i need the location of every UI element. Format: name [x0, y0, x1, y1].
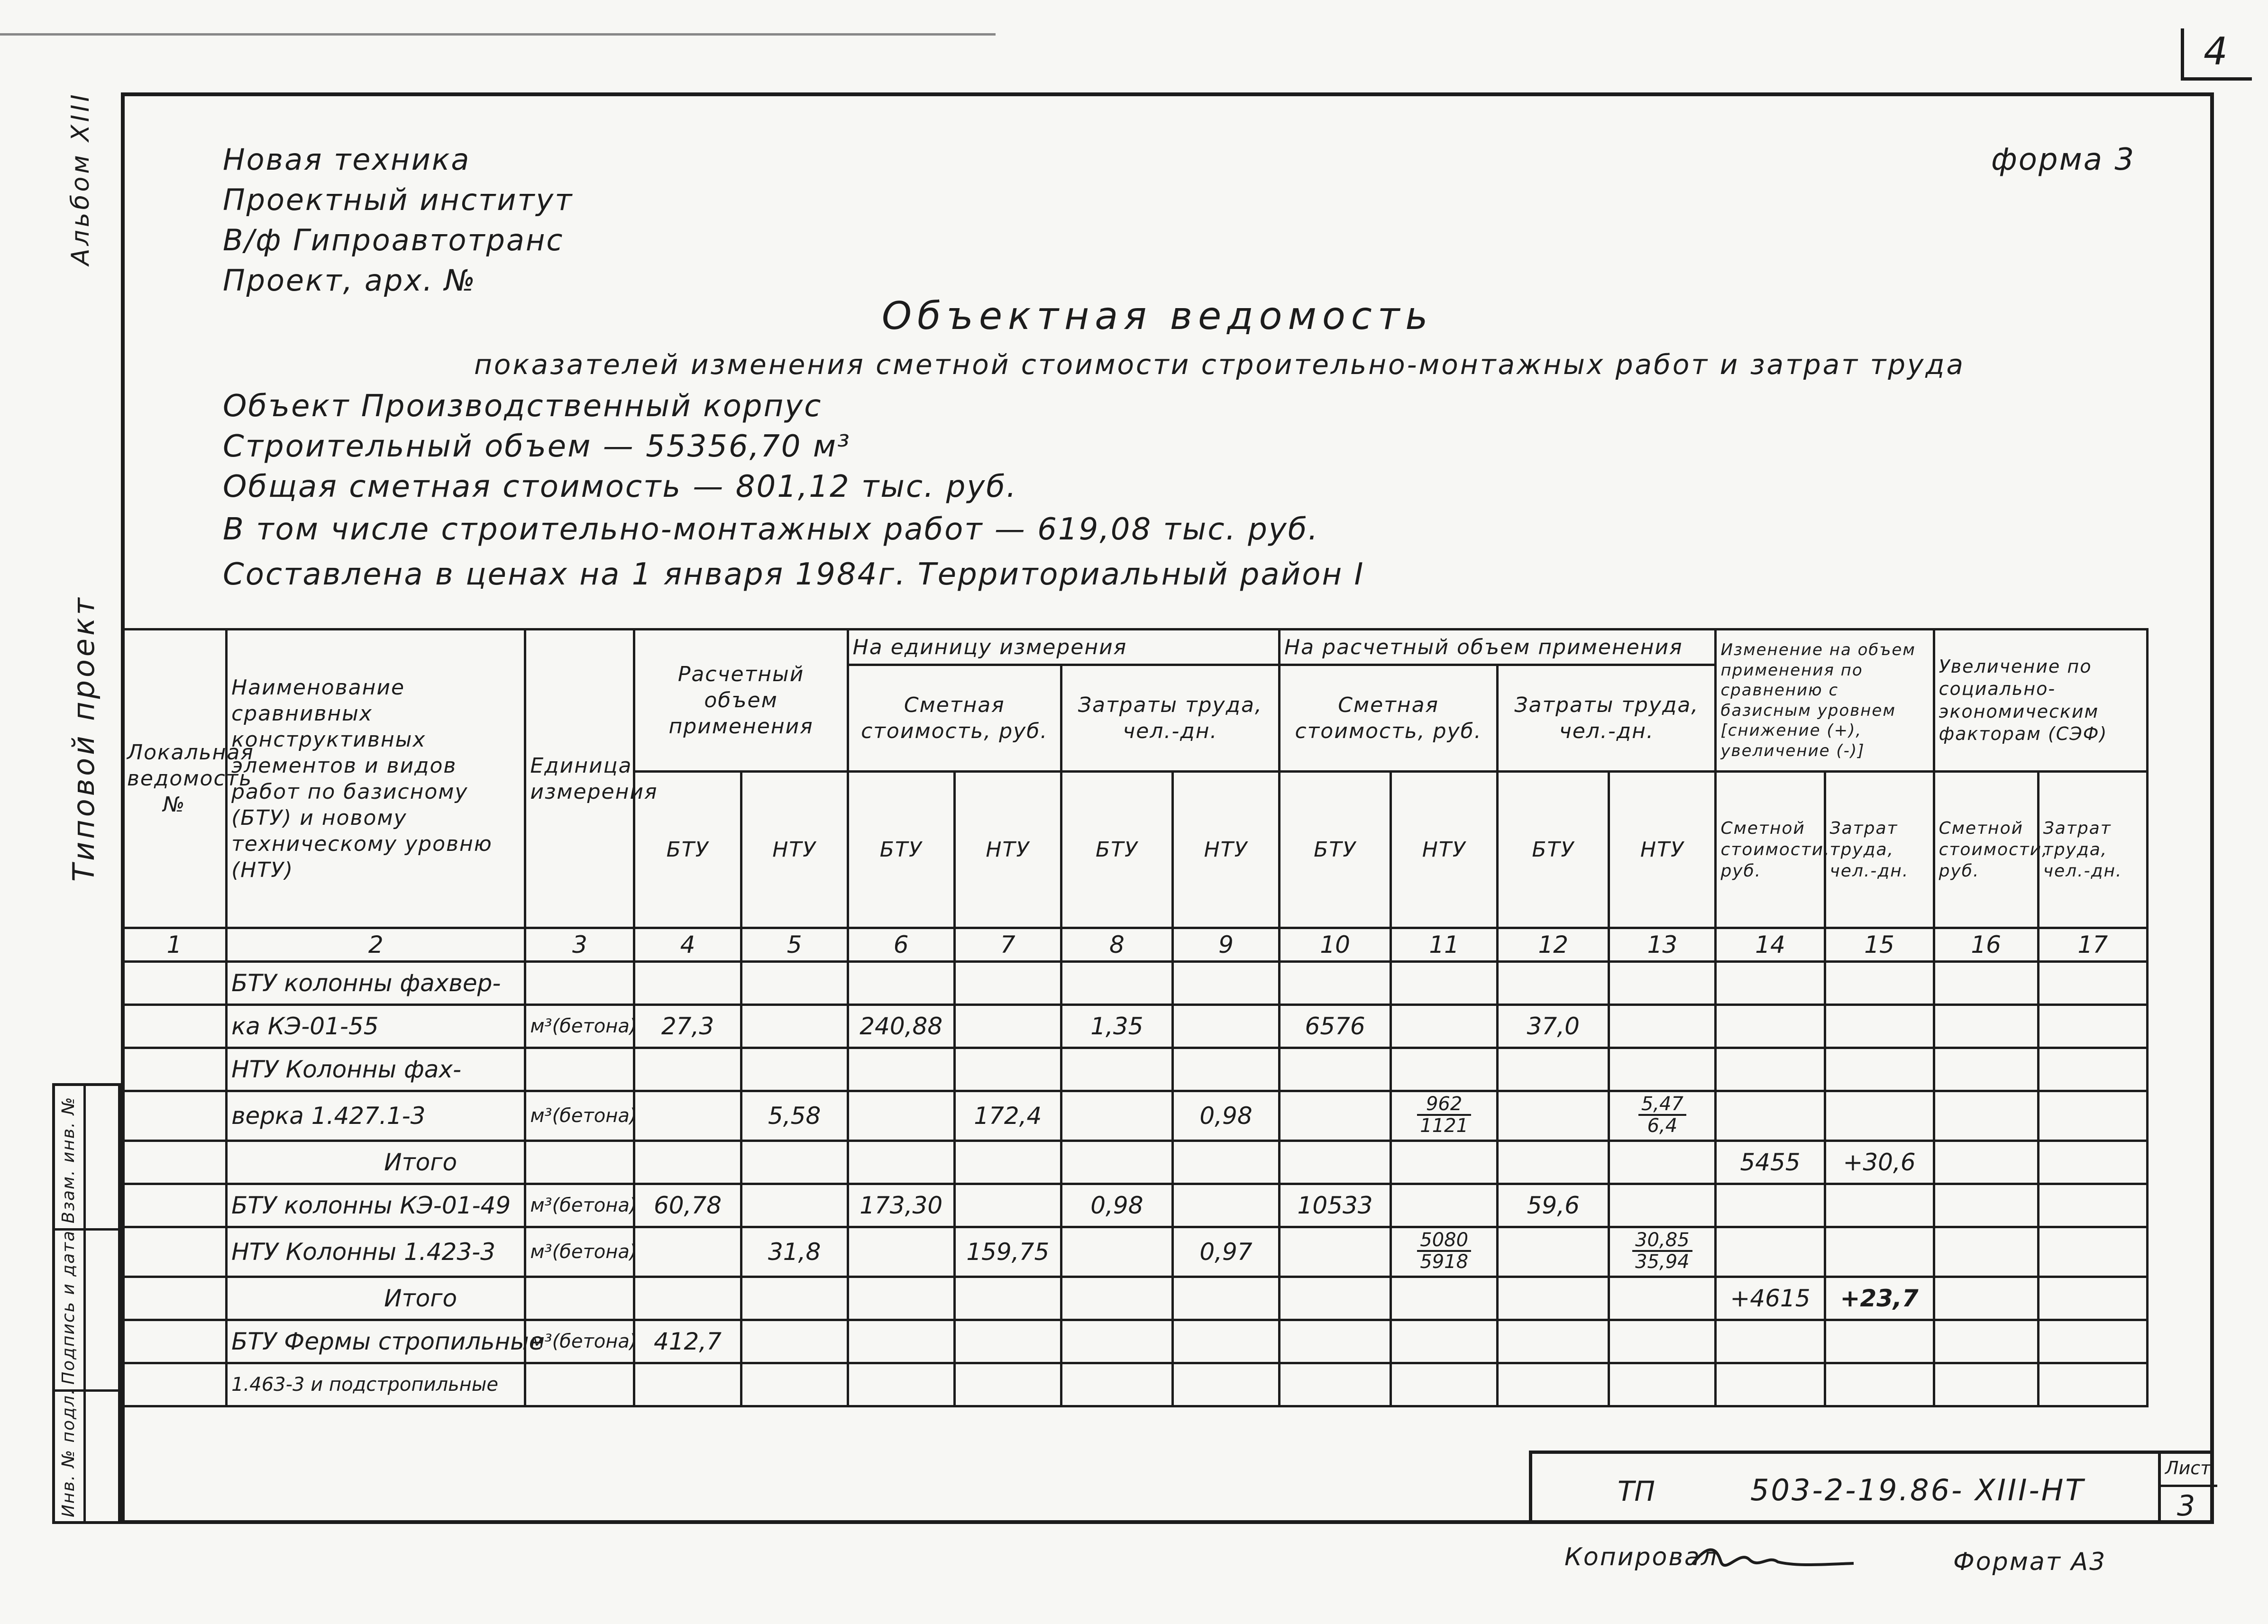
hdr-calc-volume: Расчетный объем применения: [634, 630, 848, 772]
org-line-4: Проект, арх. №: [223, 263, 476, 298]
col-number: 13: [1609, 928, 1716, 962]
fraction: $\frac{5,47}{6,4}$: [1638, 1094, 1686, 1136]
row-name: НТУ Колонны фах-: [227, 1048, 525, 1091]
table-row: [122, 1048, 2148, 1091]
row-unit: м³(бетона): [525, 1005, 634, 1048]
hdr-change-cost: Сметной стоимости, руб.: [1716, 772, 1825, 928]
cell-change-labor: +30,6: [1825, 1141, 1934, 1184]
smr-cost-line: В том числе строительно-монтажных работ — 619,08 тыс. руб.: [223, 512, 1319, 547]
title-stamp: [1529, 1451, 2214, 1524]
hdr-unit: Единица измерения: [525, 630, 634, 928]
row-name: НТУ Колонны 1.423-3: [227, 1227, 525, 1277]
format-label: Формат А3: [1953, 1548, 2107, 1576]
hdr-element-name: Наименование сравнивных конструктивных элементов и видов работ по базисному (БТУ) и новому техническому уровню (НТУ): [227, 630, 525, 928]
strip-label-orig: Инв. № подл.: [59, 1388, 78, 1517]
org-line-1: Новая техника: [223, 142, 471, 177]
hdr-local-statement: Локальная ведомость №: [122, 630, 227, 928]
hdr-volume-cost: Сметная стоимость, руб.: [1280, 665, 1498, 772]
org-line-3: В/ф Гипроавтотранс: [223, 223, 564, 257]
col-number: 8: [1061, 928, 1172, 962]
row-name: БТУ колонны фахвер-: [227, 962, 525, 1005]
table-row: [122, 1141, 2148, 1184]
document-subtitle: показателей изменения сметной стоимости строительно-монтажных работ и затрат труда: [474, 348, 1966, 381]
row-name: БТУ колонны КЭ-01-49: [227, 1184, 525, 1227]
hdr-social: Увеличение по социально-экономическим факторам (СЭФ): [1934, 630, 2147, 772]
cell-change-cost: +4615: [1716, 1277, 1825, 1320]
table-row: [122, 1227, 2148, 1277]
cell-volume-btu: 27,3: [634, 1005, 741, 1048]
col-number: 16: [1934, 928, 2038, 962]
object-line: Объект Производственный корпус: [223, 389, 823, 424]
row-unit: м³(бетона): [525, 1184, 634, 1227]
cell-vol-cost-btu: 10533: [1280, 1184, 1391, 1227]
col-number: 6: [848, 928, 954, 962]
hdr-social-cost: Сметной стоимости, руб.: [1934, 772, 2038, 928]
hdr-change: Изменение на объем применения по сравнению с базисным уровнем [снижение (+), увеличение (-)]: [1716, 630, 1934, 772]
hdr-btu-12: БТУ: [1498, 772, 1609, 928]
hdr-ntu-5: НТУ: [741, 772, 848, 928]
table-row: [122, 1091, 2148, 1141]
row-name: БТУ Фермы стропильные: [227, 1320, 525, 1363]
col-number: 14: [1716, 928, 1825, 962]
cell-unit-labor-btu: 1,35: [1061, 1005, 1172, 1048]
col-number: 4: [634, 928, 741, 962]
statement-table: [121, 628, 2149, 1407]
cell-unit-labor-btu: 0,98: [1061, 1184, 1172, 1227]
copier-signature: [1688, 1541, 1858, 1578]
column-number-row: [122, 928, 2148, 962]
hdr-change-labor: Затрат труда, чел.-дн.: [1825, 772, 1934, 928]
cell-volume-ntu: 31,8: [741, 1227, 848, 1277]
project-type-label: Типовой проект: [66, 595, 101, 882]
col-number: 11: [1391, 928, 1498, 962]
hdr-unit-labor: Затраты труда, чел.-дн.: [1061, 665, 1279, 772]
col-number: 12: [1498, 928, 1609, 962]
cell-vol-cost-ntu: [1391, 1227, 1498, 1277]
sheet-number: 3: [2177, 1489, 2195, 1523]
hdr-unit-cost: Сметная стоимость, руб.: [848, 665, 1061, 772]
fraction: $\frac{5080}{5918}$: [1417, 1230, 1471, 1272]
hdr-ntu-13: НТУ: [1609, 772, 1716, 928]
table-row: [122, 1184, 2148, 1227]
left-signature-strip: [52, 1083, 121, 1524]
hdr-btu-4: БТУ: [634, 772, 741, 928]
fraction: $\frac{962}{1121}$: [1417, 1094, 1471, 1136]
cell-volume-btu: 412,7: [634, 1320, 741, 1363]
hdr-ntu-9: НТУ: [1172, 772, 1279, 928]
org-line-2: Проектный институт: [223, 182, 574, 217]
col-number: 1: [122, 928, 227, 962]
page-number: 4: [2204, 29, 2228, 73]
col-number: 3: [525, 928, 634, 962]
col-number: 5: [741, 928, 848, 962]
total-cost-line: Общая сметная стоимость — 801,12 тыс. руб.: [223, 469, 1018, 504]
cell-vol-labor-ntu: [1609, 1227, 1716, 1277]
row-unit: м³(бетона): [525, 1091, 634, 1141]
row-name: верка 1.427.1-3: [227, 1091, 525, 1141]
row-total: Итого: [227, 1277, 525, 1320]
col-number: 2: [227, 928, 525, 962]
top-edge-line: [0, 33, 996, 36]
cell-vol-labor-btu: 59,6: [1498, 1184, 1609, 1227]
sheet-label: Лист: [2165, 1458, 2211, 1478]
volume-line: Строительный объем — 55356,70 м³: [223, 429, 851, 464]
hdr-btu-8: БТУ: [1061, 772, 1172, 928]
cell-volume-ntu: 5,58: [741, 1091, 848, 1141]
table-row: [122, 1363, 2148, 1406]
document-title: Объектная ведомость: [882, 294, 1434, 338]
row-total: Итого: [227, 1141, 525, 1184]
cell-change-labor: +23,7: [1825, 1277, 1934, 1320]
cell-change-cost: 5455: [1716, 1141, 1825, 1184]
cell-unit-labor-ntu: 0,97: [1172, 1227, 1279, 1277]
hdr-btu-10: БТУ: [1280, 772, 1391, 928]
hdr-per-unit: На единицу измерения: [848, 630, 1279, 665]
form-label: форма 3: [1991, 142, 2136, 177]
table-row: [122, 1320, 2148, 1363]
hdr-per-volume: На расчетный объем применения: [1280, 630, 1716, 665]
cell-vol-labor-btu: 37,0: [1498, 1005, 1609, 1048]
cell-unit-labor-ntu: 0,98: [1172, 1091, 1279, 1141]
strip-label-inv: Взам. инв. №: [59, 1096, 78, 1223]
table-row: [122, 1005, 2148, 1048]
col-number: 17: [2038, 928, 2147, 962]
album-label: Альбом XIII: [66, 91, 95, 265]
row-unit: м³(бетона): [525, 1227, 634, 1277]
cell-vol-cost-ntu: [1391, 1091, 1498, 1141]
hdr-ntu-11: НТУ: [1391, 772, 1498, 928]
strip-label-sign: Подпись и дата: [59, 1230, 78, 1385]
copied-by-label: Копировал: [1564, 1543, 1719, 1571]
row-name: 1.463-3 и подстропильные: [227, 1363, 525, 1406]
stamp-code: 503-2-19.86- XIII-НТ: [1750, 1473, 2085, 1507]
hdr-volume-labor: Затраты труда, чел.-дн.: [1498, 665, 1716, 772]
stamp-prefix: ТП: [1618, 1475, 1655, 1507]
col-number: 9: [1172, 928, 1279, 962]
table-row: [122, 1277, 2148, 1320]
hdr-btu-6: БТУ: [848, 772, 954, 928]
row-name: ка КЭ-01-55: [227, 1005, 525, 1048]
col-number: 15: [1825, 928, 1934, 962]
cell-unit-cost-btu: 173,30: [848, 1184, 954, 1227]
cell-vol-labor-ntu: [1609, 1091, 1716, 1141]
row-unit: м³(бетона): [525, 1320, 634, 1363]
cell-unit-cost-btu: 240,88: [848, 1005, 954, 1048]
cell-unit-cost-ntu: 159,75: [954, 1227, 1061, 1277]
col-number: 7: [954, 928, 1061, 962]
prices-line: Составлена в ценах на 1 января 1984г. Территориальный район I: [223, 557, 1365, 592]
cell-unit-cost-ntu: 172,4: [954, 1091, 1061, 1141]
hdr-social-labor: Затрат труда, чел.-дн.: [2038, 772, 2147, 928]
fraction: $\frac{30,85}{35,94}$: [1632, 1230, 1692, 1272]
col-number: 10: [1280, 928, 1391, 962]
table-row: [122, 962, 2148, 1005]
cell-volume-btu: 60,78: [634, 1184, 741, 1227]
cell-vol-cost-btu: 6576: [1280, 1005, 1391, 1048]
hdr-ntu-7: НТУ: [954, 772, 1061, 928]
